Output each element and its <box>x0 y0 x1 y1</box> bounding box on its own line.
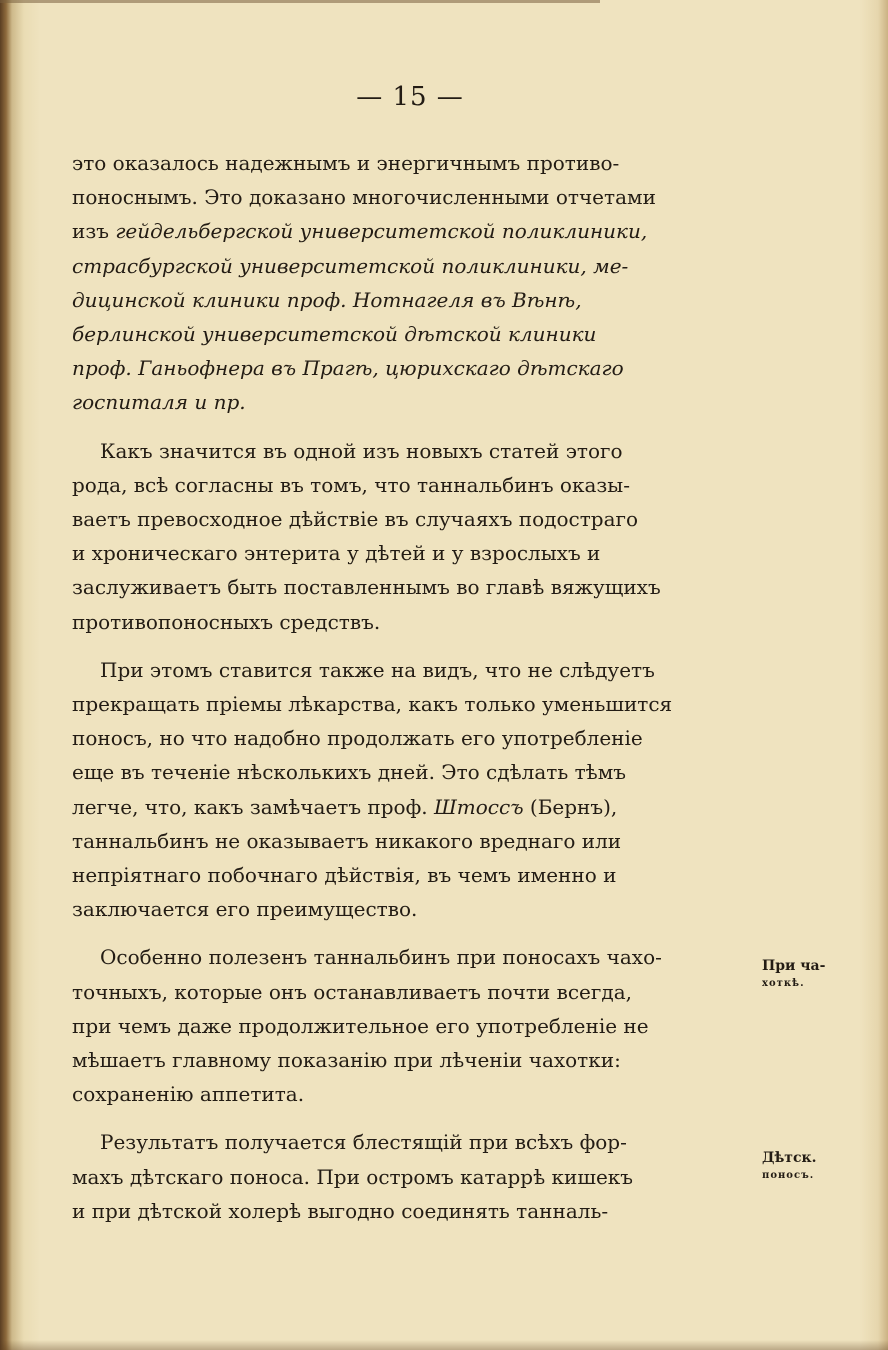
page-top-rule <box>0 0 600 3</box>
paragraph-3: При этомъ ставится также на видъ, что не слѣдуетъ прекращать пріемы лѣкарства, какъ только уменьшится поносъ, но что надобно продолжать его употребленіе еще въ теченіе нѣсколькихъ дней. Это сдѣлать тѣмъ легче, что, какъ замѣчаетъ проф. Штоссъ (Бернъ), таннальбинъ не оказываетъ никакого вреднаго или непріятнаго побочнаго дѣйствія, въ чемъ именно и заключается его преимущество. <box>72 657 673 922</box>
paragraph-1: это оказалось надежнымъ и энергичнымъ противо- поноснымъ. Это доказано многочисленными отчетами изъ гейдельбергской университетской поликлиники, страсбургской университетской поликлиники, ме- дицинской клиники проф. Нотнагеля въ Вѣнѣ, берлинской университетской дѣтской клиники проф. Ганьофнера въ Прагѣ, цюрихскаго дѣтскаго госпиталя и пр. <box>72 151 656 415</box>
paragraph-2: Какъ значится въ одной изъ новыхъ статей этого рода, всѣ согласны въ томъ, что таннальбинъ оказы- ваетъ превосходное дѣйствіе въ случаяхъ подостраго и хроническаго энтерита у дѣтей и у взрослыхъ и заслуживаетъ быть поставленнымъ во главѣ вяжущихъ противопоносныхъ средствъ. <box>72 438 661 634</box>
paragraph-5: Результатъ получается блестящій при всѣхъ фор- махъ дѣтскаго поноса. При остромъ катаррѣ кишекъ и при дѣтской холерѣ выгодно соединять танналь- <box>72 1130 634 1223</box>
margin-note-child-diarrhea: Дѣтск. поносъ. <box>762 1150 817 1181</box>
paragraph-4: Особенно полезенъ таннальбинъ при поносахъ чахо- точныхъ, которые онъ останавливаетъ почти всегда, при чемъ даже продолжительное его употребленіе не мѣшаетъ главному показанію при лѣченіи чахотки: сохраненію аппетита. <box>72 945 662 1107</box>
margin-note-consumption: При ча- хоткѣ. <box>762 958 826 989</box>
body-text <box>72 146 752 1242</box>
page-number: — 15 — <box>356 82 464 112</box>
page-bottom-edge <box>0 1340 888 1350</box>
